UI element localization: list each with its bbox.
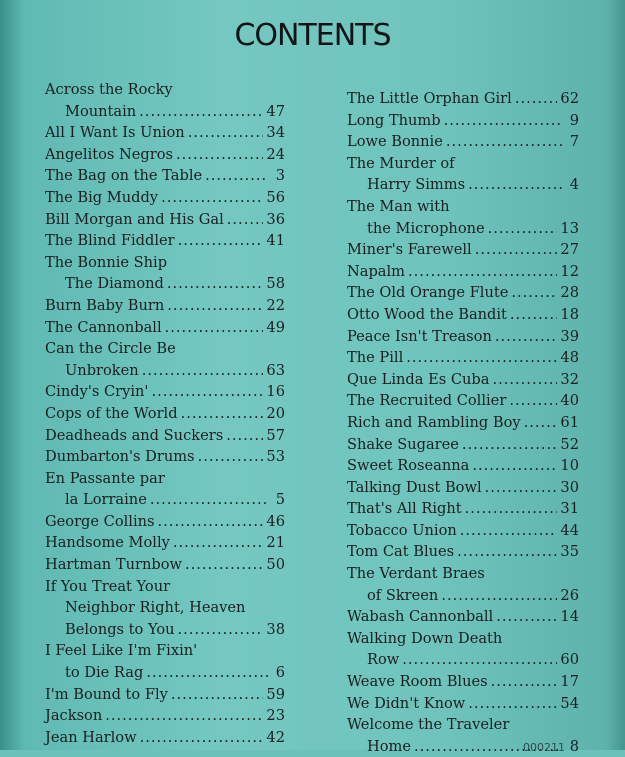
toc-entry-page: 28 [560, 284, 579, 302]
toc-entry-title: Burn Baby Burn [45, 296, 165, 314]
toc-entry-line [45, 662, 285, 684]
toc-entry-page: 22 [266, 296, 285, 314]
toc-entry-page: 40 [560, 392, 579, 410]
toc-entry-title: Cindy's Cryin' [45, 383, 149, 401]
toc-entry-line [347, 196, 579, 218]
contents-column-right [347, 88, 579, 757]
toc-entry-line [45, 273, 285, 295]
toc-entry-title: Home [367, 737, 411, 755]
toc-entry-title: Tom Cat Blues [347, 543, 455, 561]
toc-entry-title: Wabash Cannonball [347, 608, 494, 626]
toc-entry-title: If You Treat Your [45, 577, 171, 595]
toc-entry-line [45, 403, 285, 425]
dot-leader [198, 446, 264, 468]
toc-entry-title: The Big Muddy [45, 188, 159, 206]
toc-entry-page: 46 [266, 512, 285, 530]
toc-entry-line [347, 131, 579, 153]
toc-entry-title: Hartman Turnbow [45, 556, 182, 574]
toc-entry-page: 34 [266, 124, 285, 142]
toc-entry-line [347, 671, 579, 693]
toc-entry-title: The Old Orange Flute [347, 284, 509, 302]
dot-leader [441, 585, 557, 607]
toc-entry-line [45, 532, 285, 554]
toc-entry-title: I Feel Like I'm Fixin' [45, 642, 198, 660]
toc-entry-line [347, 326, 579, 348]
dot-leader [226, 425, 263, 447]
toc-entry-title: Sweet Roseanna [347, 457, 470, 475]
toc-entry-page: 4 [569, 176, 579, 194]
dot-leader [524, 412, 558, 434]
dot-leader [188, 122, 264, 144]
toc-entry-title: Tobacco Union [347, 521, 457, 539]
toc-entry-line [347, 239, 579, 261]
dot-leader [176, 144, 263, 166]
toc-entry-title: The Little Orphan Girl [347, 90, 512, 107]
contents-column-left [45, 79, 285, 748]
toc-entry-page: 13 [560, 219, 579, 237]
toc-entry-title: Shake Sugaree [347, 435, 459, 453]
toc-entry-line [45, 619, 285, 641]
toc-entry-line [45, 684, 285, 706]
toc-entry-line [347, 88, 579, 110]
toc-entry-page: 16 [266, 383, 285, 401]
toc-entry-page: 63 [266, 361, 285, 379]
toc-entry-line [347, 628, 579, 650]
toc-entry-page: 18 [560, 305, 579, 323]
dot-leader [140, 727, 264, 749]
toc-entry-page: 62 [560, 90, 579, 107]
toc-entry-page: 35 [560, 543, 579, 561]
toc-entry-title: George Collins [45, 512, 155, 530]
toc-entry-page: 17 [560, 673, 579, 691]
toc-entry-line [347, 412, 579, 434]
toc-entry-line [347, 153, 579, 175]
toc-entry-page: 10 [560, 457, 579, 475]
toc-entry-line [45, 705, 285, 727]
toc-entry-line [45, 209, 285, 231]
toc-entry-title: Across the Rocky [45, 81, 173, 98]
toc-entry-page: 53 [266, 448, 285, 466]
toc-entry-line [347, 693, 579, 715]
dot-leader [468, 693, 557, 715]
toc-entry-title: Handsome Molly [45, 534, 170, 552]
dot-leader [468, 174, 562, 196]
toc-entry-title: Miner's Farewell [347, 241, 472, 259]
toc-entry-page: 50 [266, 556, 285, 574]
toc-entry-page: 6 [275, 664, 285, 682]
dot-leader [181, 403, 264, 425]
toc-entry-line [347, 606, 579, 628]
toc-entry-page: 54 [560, 694, 579, 712]
toc-entry-title: That's All Right [347, 500, 462, 518]
dot-leader [402, 649, 557, 671]
toc-entry-page: 3 [275, 167, 285, 185]
dot-leader [139, 101, 263, 123]
toc-entry-line [45, 381, 285, 403]
toc-entry-line [45, 230, 285, 252]
toc-entry-line [347, 261, 579, 283]
toc-entry-title: The Blind Fiddler [45, 232, 175, 250]
toc-entry-line [347, 110, 579, 132]
toc-entry-line [347, 174, 579, 196]
toc-entry-line [347, 520, 579, 542]
toc-entry-title: The Bag on the Table [45, 167, 203, 185]
toc-entry-title: Cops of the World [45, 404, 178, 422]
toc-entry-title: the Microphone [367, 219, 485, 237]
dot-leader [167, 273, 264, 295]
dot-leader [178, 230, 264, 252]
page-title: CONTENTS [234, 18, 391, 53]
dot-leader [457, 541, 557, 563]
toc-entry-line [347, 390, 579, 412]
toc-entry-title: The Bonnie Ship [45, 253, 168, 271]
toc-entry-line [347, 304, 579, 326]
toc-entry-title: We Didn't Know [347, 694, 466, 712]
toc-entry-page: 20 [266, 404, 285, 422]
toc-entry-title: I'm Bound to Fly [45, 685, 168, 703]
toc-entry-line [45, 554, 285, 576]
toc-entry-title: Unbroken [65, 361, 139, 379]
dot-leader [491, 671, 558, 693]
toc-entry-title: Otto Wood the Bandit [347, 305, 507, 323]
toc-entry-line [45, 101, 285, 123]
toc-entry-title: la Lorraine [65, 491, 147, 509]
toc-entry-title: Que Linda Es Cuba [347, 370, 490, 388]
dot-leader [158, 511, 264, 533]
toc-entry-title: Neighbor Right, Heaven [65, 599, 246, 617]
toc-entry-title: of Skreen [367, 586, 439, 604]
dot-leader [146, 662, 268, 684]
toc-entry-line [347, 714, 579, 736]
toc-entry-line [45, 317, 285, 339]
dot-leader [465, 498, 558, 520]
toc-entry-title: The Pill [347, 349, 404, 367]
dot-leader [496, 606, 557, 628]
toc-entry-line [347, 369, 579, 391]
toc-entry-title: Welcome the Traveler [347, 716, 510, 734]
toc-entry-title: Can the Circle Be [45, 340, 176, 358]
toc-entry-title: to Die Rag [65, 664, 144, 682]
toc-entry-line [347, 563, 579, 585]
toc-entry-line [45, 79, 285, 101]
toc-entry-title: The Diamond [65, 275, 164, 293]
dot-leader [178, 619, 264, 641]
dot-leader [485, 477, 558, 499]
toc-entry-page: 26 [560, 586, 579, 604]
toc-entry-page: 48 [560, 349, 579, 367]
toc-entry-title: Long Thumb [347, 111, 441, 129]
toc-entry-line [45, 187, 285, 209]
toc-entry-title: The Murder of [347, 154, 455, 172]
toc-entry-line [45, 597, 285, 619]
toc-entry-line [45, 576, 285, 598]
toc-entry-title: Walking Down Death [347, 629, 503, 647]
toc-entry-title: Mountain [65, 102, 137, 120]
toc-entry-line [45, 122, 285, 144]
dot-leader [173, 532, 264, 554]
dot-leader [509, 390, 557, 412]
toc-entry-page: 47 [266, 102, 285, 120]
toc-entry-line [45, 489, 285, 511]
toc-entry-title: Deadheads and Suckers [45, 426, 224, 444]
toc-entry-title: Peace Isn't Treason [347, 327, 492, 345]
dot-leader [488, 218, 558, 240]
dot-leader [161, 187, 263, 209]
toc-entry-line [347, 282, 579, 304]
dot-leader [227, 209, 264, 231]
toc-entry-line [45, 360, 285, 382]
toc-entry-page: 42 [266, 728, 285, 746]
toc-entry-title: Bill Morgan and His Gal [45, 210, 224, 228]
toc-entry-line [347, 649, 579, 671]
toc-entry-line [45, 144, 285, 166]
toc-entry-page: 59 [266, 685, 285, 703]
toc-entry-line [347, 434, 579, 456]
toc-entry-page: 58 [266, 275, 285, 293]
toc-entry-line [347, 218, 579, 240]
toc-entry-title: Jackson [45, 707, 103, 725]
toc-entry-page: 7 [569, 133, 579, 151]
dot-leader [150, 489, 268, 511]
dot-leader [171, 684, 264, 706]
toc-entry-line [45, 338, 285, 360]
toc-entry-title: The Man with [347, 197, 450, 215]
toc-entry-line [45, 511, 285, 533]
toc-entry-title: Lowe Bonnie [347, 133, 443, 151]
toc-entry-title: The Verdant Braes [347, 565, 485, 583]
dot-leader [167, 295, 263, 317]
dot-leader [185, 554, 263, 576]
toc-entry-page: 49 [266, 318, 285, 336]
toc-entry-page: 21 [266, 534, 285, 552]
dot-leader [460, 520, 558, 542]
toc-entry-line [45, 446, 285, 468]
toc-entry-line [45, 295, 285, 317]
toc-entry-page: 23 [266, 707, 285, 725]
toc-entry-line [45, 468, 285, 490]
toc-entry-page: 44 [560, 521, 579, 539]
toc-entry-page: 60 [560, 651, 579, 669]
toc-entry-page: 9 [569, 111, 579, 129]
toc-entry-page: 31 [560, 500, 579, 518]
toc-entry-page: 32 [560, 370, 579, 388]
toc-entry-page: 38 [266, 620, 285, 638]
dot-leader [406, 347, 557, 369]
dot-leader [492, 369, 557, 391]
toc-entry-title: Rich and Rambling Boy [347, 413, 521, 431]
toc-entry-line [347, 477, 579, 499]
toc-entry-page: 27 [560, 241, 579, 259]
toc-entry-page: 24 [266, 145, 285, 163]
toc-entry-title: The Recruited Collier [347, 392, 507, 410]
toc-entry-title: Belongs to You [65, 620, 175, 638]
dot-leader [105, 705, 263, 727]
toc-entry-title: Talking Dust Bowl [347, 478, 482, 496]
dot-leader [444, 110, 562, 132]
toc-entry-line [347, 455, 579, 477]
toc-entry-line [45, 727, 285, 749]
toc-entry-line [347, 541, 579, 563]
toc-entry-page: 52 [560, 435, 579, 453]
toc-entry-title: En Passante par [45, 469, 165, 487]
toc-entry-title: Angelitos Negros [45, 145, 174, 163]
dot-leader [472, 455, 557, 477]
toc-entry-title: Napalm [347, 262, 406, 280]
toc-entry-page: 41 [266, 232, 285, 250]
dot-leader [462, 434, 558, 456]
toc-entry-line [347, 498, 579, 520]
toc-entry-title: Row [367, 651, 400, 669]
dot-leader [510, 304, 558, 326]
toc-entry-page: 36 [266, 210, 285, 228]
toc-entry-page: 39 [560, 327, 579, 345]
toc-entry-line [45, 165, 285, 187]
toc-entry-page: 5 [275, 491, 285, 509]
toc-entry-title: The Cannonball [45, 318, 162, 336]
dot-leader [408, 261, 557, 283]
toc-entry-line [45, 425, 285, 447]
toc-entry-page: 57 [266, 426, 285, 444]
toc-entry-title: Harry Simms [367, 176, 466, 194]
toc-entry-title: Jean Harlow [45, 728, 137, 746]
toc-entry-title: Dumbarton's Drums [45, 448, 195, 466]
toc-entry-title: Weave Room Blues [347, 673, 488, 691]
catalog-code: 000211 [523, 741, 565, 754]
toc-entry-page: 12 [560, 262, 579, 280]
toc-entry-line [45, 640, 285, 662]
dot-leader [475, 239, 558, 261]
dot-leader [151, 381, 263, 403]
dot-leader [515, 88, 558, 110]
toc-entry-line [45, 252, 285, 274]
toc-entry-page: 30 [560, 478, 579, 496]
toc-entry-page: 61 [560, 413, 579, 431]
toc-entry-page: 8 [569, 737, 579, 755]
dot-leader [511, 282, 557, 304]
dot-leader [165, 317, 264, 339]
dot-leader [495, 326, 558, 348]
dot-leader [446, 131, 562, 153]
toc-entry-page: 56 [266, 188, 285, 206]
toc-entry-title: All I Want Is Union [45, 124, 185, 142]
dot-leader [205, 165, 268, 187]
toc-entry-line [347, 585, 579, 607]
dot-leader [142, 360, 264, 382]
toc-entry-page: 14 [560, 608, 579, 626]
toc-entry-line [347, 347, 579, 369]
